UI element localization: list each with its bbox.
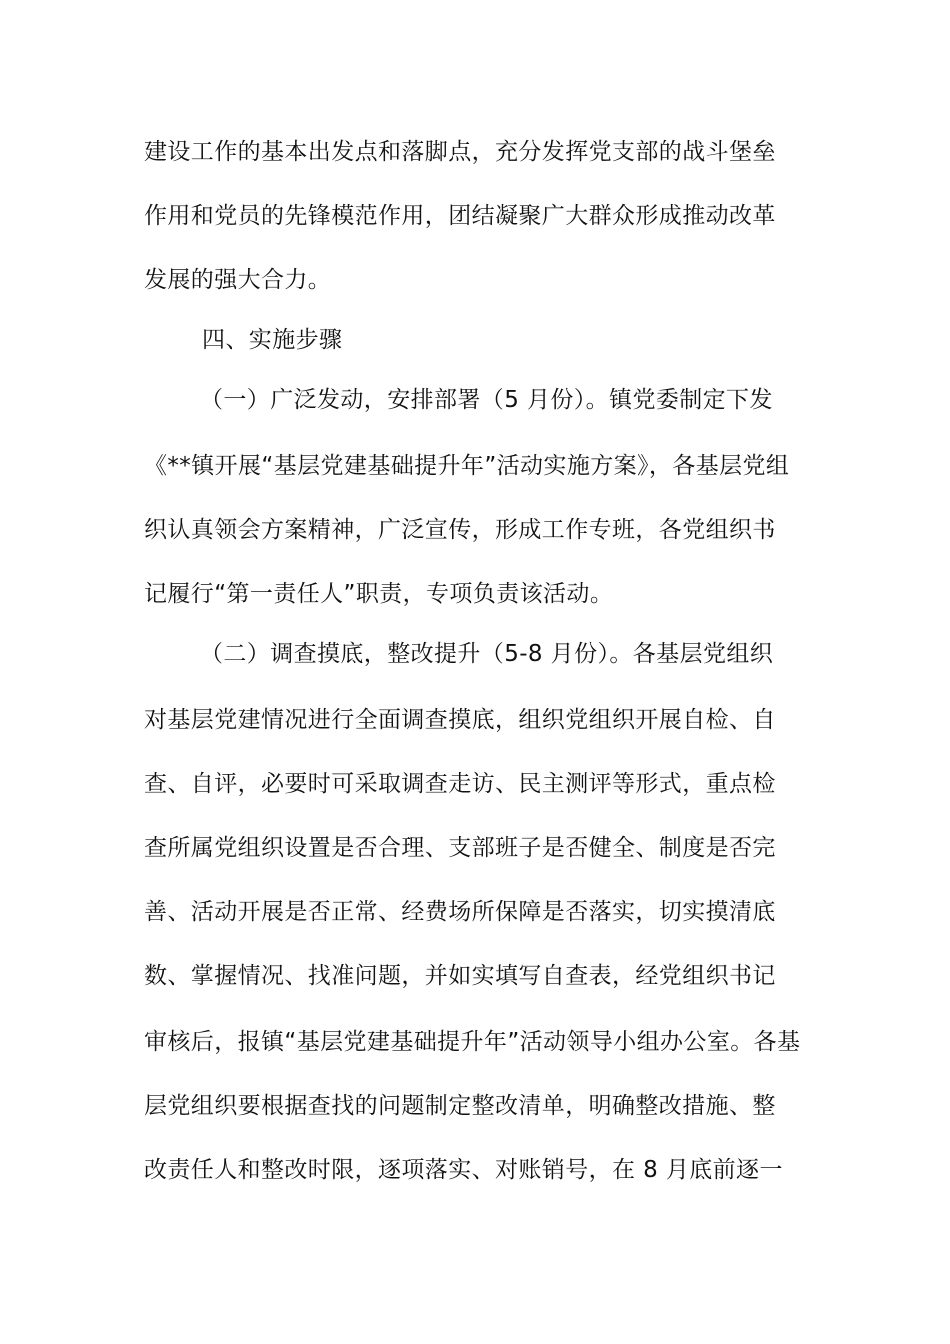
text-line-10: 对基层党建情况进行全面调查摸底，组织党组织开展自检、自 (144, 707, 776, 733)
text-line-1: 建设工作的基本出发点和落脚点，充分发挥党支部的战斗堡垒 (144, 139, 776, 165)
text-line-13: 善、活动开展是否正常、经费场所保障是否落实，切实摸清底 (144, 899, 776, 925)
text-line-3: 发展的强大合力。 (144, 267, 332, 293)
text-line-12: 查所属党组织设置是否合理、支部班子是否健全、制度是否完 (144, 835, 776, 861)
text-line-7: 织认真领会方案精神，广泛宣传，形成工作专班，各党组织书 (144, 517, 776, 543)
text-line-16: 层党组织要根据查找的问题制定整改清单，明确整改措施、整 (144, 1093, 776, 1119)
text-line-11: 查、自评，必要时可采取调查走访、民主测评等形式，重点检 (144, 771, 776, 797)
text-line-8: 记履行“第一责任人”职责，专项负责该活动。 (144, 581, 614, 607)
text-line-5: （一）广泛发动，安排部署（5 月份）。镇党委制定下发 (200, 387, 773, 413)
text-line-17: 改责任人和整改时限，逐项落实、对账销号，在 8 月底前逐一 (144, 1157, 783, 1183)
text-line-9: （二）调查摸底，整改提升（5-8 月份）。各基层党组织 (200, 641, 774, 667)
section-heading: 四、实施步骤 (202, 327, 343, 353)
text-line-2: 作用和党员的先锋模范作用，团结凝聚广大群众形成推动改革 (144, 203, 776, 229)
text-line-6: 《**镇开展“基层党建基础提升年”活动实施方案》，各基层党组 (144, 453, 790, 479)
text-line-14: 数、掌握情况、找准问题，并如实填写自查表，经党组织书记 (144, 963, 776, 989)
text-line-15: 审核后，报镇“基层党建基础提升年”活动领导小组办公室。各基 (144, 1029, 801, 1055)
